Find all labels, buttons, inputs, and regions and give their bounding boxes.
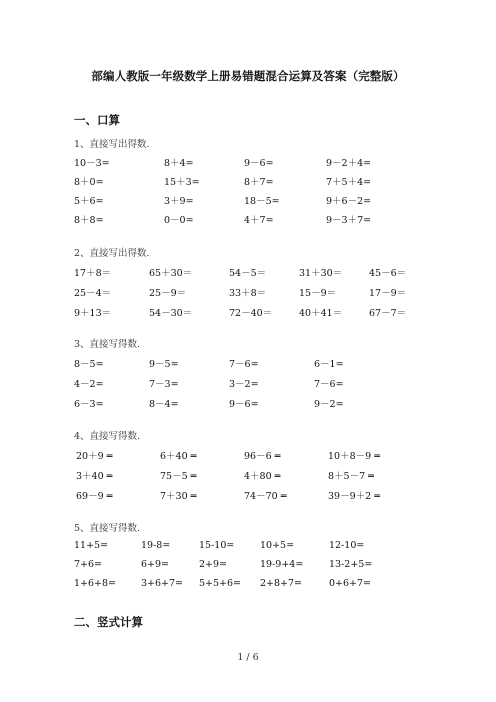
q5-item: 11+5=	[74, 540, 109, 551]
q3-item: 8－5=	[74, 359, 104, 370]
q2-item: 33＋8＝	[229, 288, 267, 299]
q4-item: 39－9＋2 ═	[328, 491, 380, 502]
q1-item: 10－3=	[74, 158, 110, 169]
q4-item: 20＋9 ═	[76, 451, 113, 462]
q1-item: 15＋3=	[164, 177, 200, 188]
q1-item: 9－2＋4=	[326, 158, 372, 169]
q1-item: 7＋5＋4=	[326, 177, 372, 188]
q5-item: 10+5=	[260, 540, 295, 551]
q1-item: 3＋9=	[164, 196, 194, 207]
q3-item: 6－1=	[314, 359, 344, 370]
q3-item: 7－6=	[229, 359, 259, 370]
q4-item: 74－70 ═	[244, 491, 287, 502]
question-1-label: 1、直接写出得数.	[74, 139, 150, 150]
q4-item: 6＋40 ═	[160, 451, 197, 462]
document-title: 部编人教版一年级数学上册易错题混合运算及答案（完整版）	[91, 69, 405, 83]
section-heading-oral: 一、口算	[74, 113, 120, 127]
page-number: 1 / 6	[237, 652, 259, 663]
q2-item: 45－6＝	[369, 268, 407, 279]
q1-item: 9＋6－2=	[326, 196, 372, 207]
q4-item: 75－5 ═	[160, 471, 197, 482]
q4-item: 8＋5－7 ═	[328, 471, 374, 482]
q3-item: 9－5=	[149, 359, 179, 370]
q2-item: 67－7＝	[369, 308, 407, 319]
q4-item: 96－6 ═	[244, 451, 281, 462]
q5-item: 7+6=	[74, 559, 103, 570]
q2-item: 40＋41＝	[299, 308, 343, 319]
q2-item: 17－9＝	[369, 288, 407, 299]
question-3-label: 3、直接写得数.	[74, 339, 141, 350]
q4-item: 3＋40 ═	[76, 471, 113, 482]
q5-item: 13-2+5=	[329, 559, 373, 570]
q1-item: 8＋0=	[74, 177, 104, 188]
q5-item: 19-8=	[141, 540, 171, 551]
q4-item: 10＋8－9 ═	[328, 451, 380, 462]
q2-item: 9＋13＝	[74, 308, 112, 319]
q3-item: 3－2=	[229, 379, 259, 390]
q1-item: 8＋7=	[244, 177, 274, 188]
q2-item: 72－40＝	[229, 308, 273, 319]
q3-item: 4－2=	[74, 379, 104, 390]
q1-item: 0－0=	[164, 215, 194, 226]
question-2-label: 2、直接写出得数.	[74, 248, 150, 259]
q1-item: 8＋4=	[164, 158, 194, 169]
q5-item: 15-10=	[199, 540, 235, 551]
q3-item: 7－3=	[149, 379, 179, 390]
q2-item: 25－9＝	[149, 288, 187, 299]
q5-item: 6+9=	[141, 559, 170, 570]
q1-item: 9－6=	[244, 158, 274, 169]
q2-item: 15－9＝	[299, 288, 337, 299]
q5-item: 2+9=	[199, 559, 228, 570]
q2-item: 17＋8＝	[74, 268, 112, 279]
q1-item: 9－3＋7=	[326, 215, 372, 226]
q3-item: 7－6=	[314, 379, 344, 390]
q5-item: 2+8+7=	[260, 578, 303, 589]
q5-item: 0+6+7=	[329, 578, 372, 589]
q5-item: 1+6+8=	[74, 578, 117, 589]
q1-item: 4＋7=	[244, 215, 274, 226]
q1-item: 8＋8=	[74, 215, 104, 226]
q2-item: 31＋30＝	[299, 268, 343, 279]
q2-item: 65＋30＝	[149, 268, 193, 279]
q2-item: 54－5＝	[229, 268, 267, 279]
q2-item: 25－4＝	[74, 288, 112, 299]
q3-item: 9－2=	[314, 399, 344, 410]
q5-item: 5+5+6=	[199, 578, 242, 589]
q5-item: 12-10=	[329, 540, 365, 551]
q4-item: 7＋30 ═	[160, 491, 197, 502]
q1-item: 18－5=	[244, 196, 280, 207]
q2-item: 54－30＝	[149, 308, 193, 319]
q3-item: 8－4=	[149, 399, 179, 410]
q1-item: 5＋6=	[74, 196, 104, 207]
q4-item: 69－9 ═	[76, 491, 113, 502]
question-4-label: 4、直接写得数.	[74, 431, 141, 442]
section-heading-vertical-calc: 二、竖式计算	[74, 615, 143, 629]
q4-item: 4＋80 ═	[244, 471, 281, 482]
q3-item: 6－3=	[74, 399, 104, 410]
question-5-label: 5、直接写得数.	[74, 523, 141, 534]
q5-item: 3+6+7=	[141, 578, 184, 589]
q3-item: 9－6=	[229, 399, 259, 410]
q5-item: 19-9+4=	[260, 559, 304, 570]
